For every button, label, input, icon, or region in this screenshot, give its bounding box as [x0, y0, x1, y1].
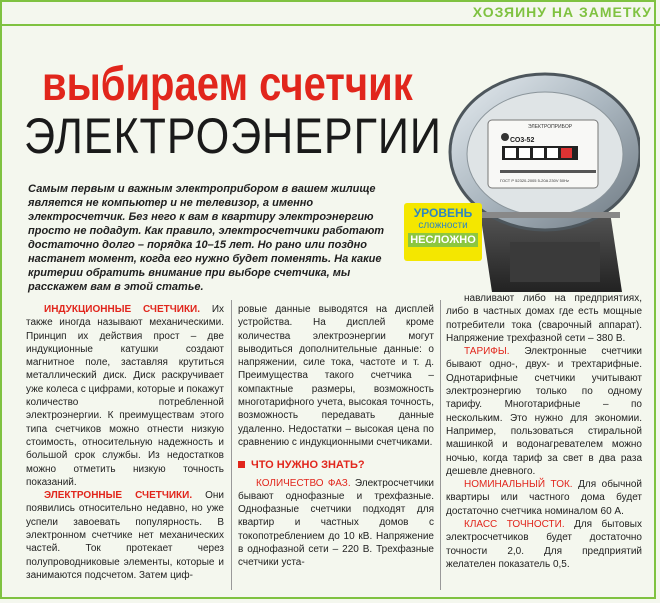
badge-label: сложности [418, 220, 468, 231]
column-1 [26, 303, 224, 582]
headline-line1: выбираем счетчик [42, 58, 413, 111]
col2-text: ровые данные выводятся на дисплей устройства. На дисплей кроме количества электроэнергии могут выводиться дополнительные данные: о напряжении, силе тока, частоте и т. д. Преимущества такого счетчика – компактные размеры, возможность многотарифного учета, высокая точность, возможность передавать данные удаленно. Недостатки – высокая цена по сравнению с индукционными счетчиками. [238, 304, 434, 448]
badge-level: УРОВЕНЬ [413, 206, 473, 220]
difficulty-badge [404, 203, 482, 261]
current-text: Для обычной квартиры или частного дома будет достаточно счетчика номиналом 60 А. [446, 479, 642, 517]
accuracy-heading: КЛАСС ТОЧНОСТИ. [464, 519, 565, 531]
intro-paragraph: Самым первым и важным электроприбором в вашем жилище является не компьютер и не телевизор, а именно электросчетчик. Без него к вам в квартиру электроэнергию просто не подадут. Как правило, электросчетчики работают достаточно долго – порядка 10–15 лет. Но рано или поздно настанет момент, когда его нужно будет поменять. На какие критерии обратить внимание при выборе счетчика, мы расскажем вам в этой статье. [28, 183, 385, 293]
section-heading: ЧТО НУЖНО ЗНАТЬ? [238, 459, 434, 472]
phases-heading: КОЛИЧЕСТВО ФАЗ. [256, 477, 351, 489]
electronic-text: Они появились относительно недавно, но уже успели завоевать популярность. В электронном счетчике нет механических частей. Ток протекает через полупроводниковые элементы, которые и занимаются подсчетом. Затем циф- [26, 490, 224, 581]
badge-value: НЕСЛОЖНО [408, 233, 478, 247]
tariff-text: Электронные счетчики бывают одно-, двух- и трехтарифные. Однотарифные счетчики учитывают электроэнергию только по одному тарифу. Многотарифные – по нескольким. Это нужно для экономии. Например, пользоваться стиральной машинкой и водонагревателем можно ночью, когда тариф за свет в два раза дешевле дневного. [446, 346, 642, 477]
tariff-heading: ТАРИФЫ. [464, 346, 510, 358]
rubric-divider [0, 24, 660, 26]
meter-model-text: СО3-52 [510, 137, 535, 144]
meter-brand-text: ЭЛЕКТРОПРИБОР [528, 124, 573, 130]
section-rubric: ХОЗЯИНУ НА ЗАМЕТКУ [472, 4, 652, 20]
headline-line2: ЭЛЕКТРОЭНЕРГИИ [24, 109, 442, 165]
accuracy-text: Для бытовых электросчетчиков будет достаточно точности 2,0. Для предприятий желателен показатель 0,5. [446, 519, 642, 570]
col3-text: навливают либо на предприятиях, либо в частных домах где есть мощные потребители тока (сварочный аппарат). Напряжение трехфазной сети – 380 В. [446, 293, 642, 344]
induction-text: Их также иногда называют механическими. Принцип их действия прост – две индукционные катушки создают магнитное поле, заставляя крутиться металлический диск. Диск раскручивает уже колеса с цифрами, которые и покажут количество потребленной электроэнергии. К преимуществам этого типа счетчиков можно отнести низкую стоимость, относительную надежность и большой срок службы. Из недостатков можно отметить низкую точность показаний. [26, 304, 224, 488]
bullet-square-icon [238, 461, 245, 468]
column-2 [238, 303, 434, 570]
electronic-heading: ЭЛЕКТРОННЫЕ СЧЕТЧИКИ. [44, 490, 193, 502]
phases-text: Электросчетчики бывают однофазные и трехфазные. Однофазные счетчики подходят для квартир и частных домов с токопотреблением до 10 кВ. Напряжение в однофазной сети – 220 В. Трехфазные счетчики уста- [238, 477, 434, 569]
electricity-meter-image [440, 62, 640, 302]
meter-spec-text: ГОСТ Р 52320-2005 5-20A 230V 50Hz [500, 178, 569, 183]
current-heading: НОМИНАЛЬНЫЙ ТОК. [464, 479, 573, 491]
column-divider-2 [440, 300, 441, 590]
column-divider-1 [231, 300, 232, 590]
induction-heading: ИНДУКЦИОННЫЕ СЧЕТЧИКИ. [44, 304, 201, 315]
column-3 [446, 292, 642, 571]
